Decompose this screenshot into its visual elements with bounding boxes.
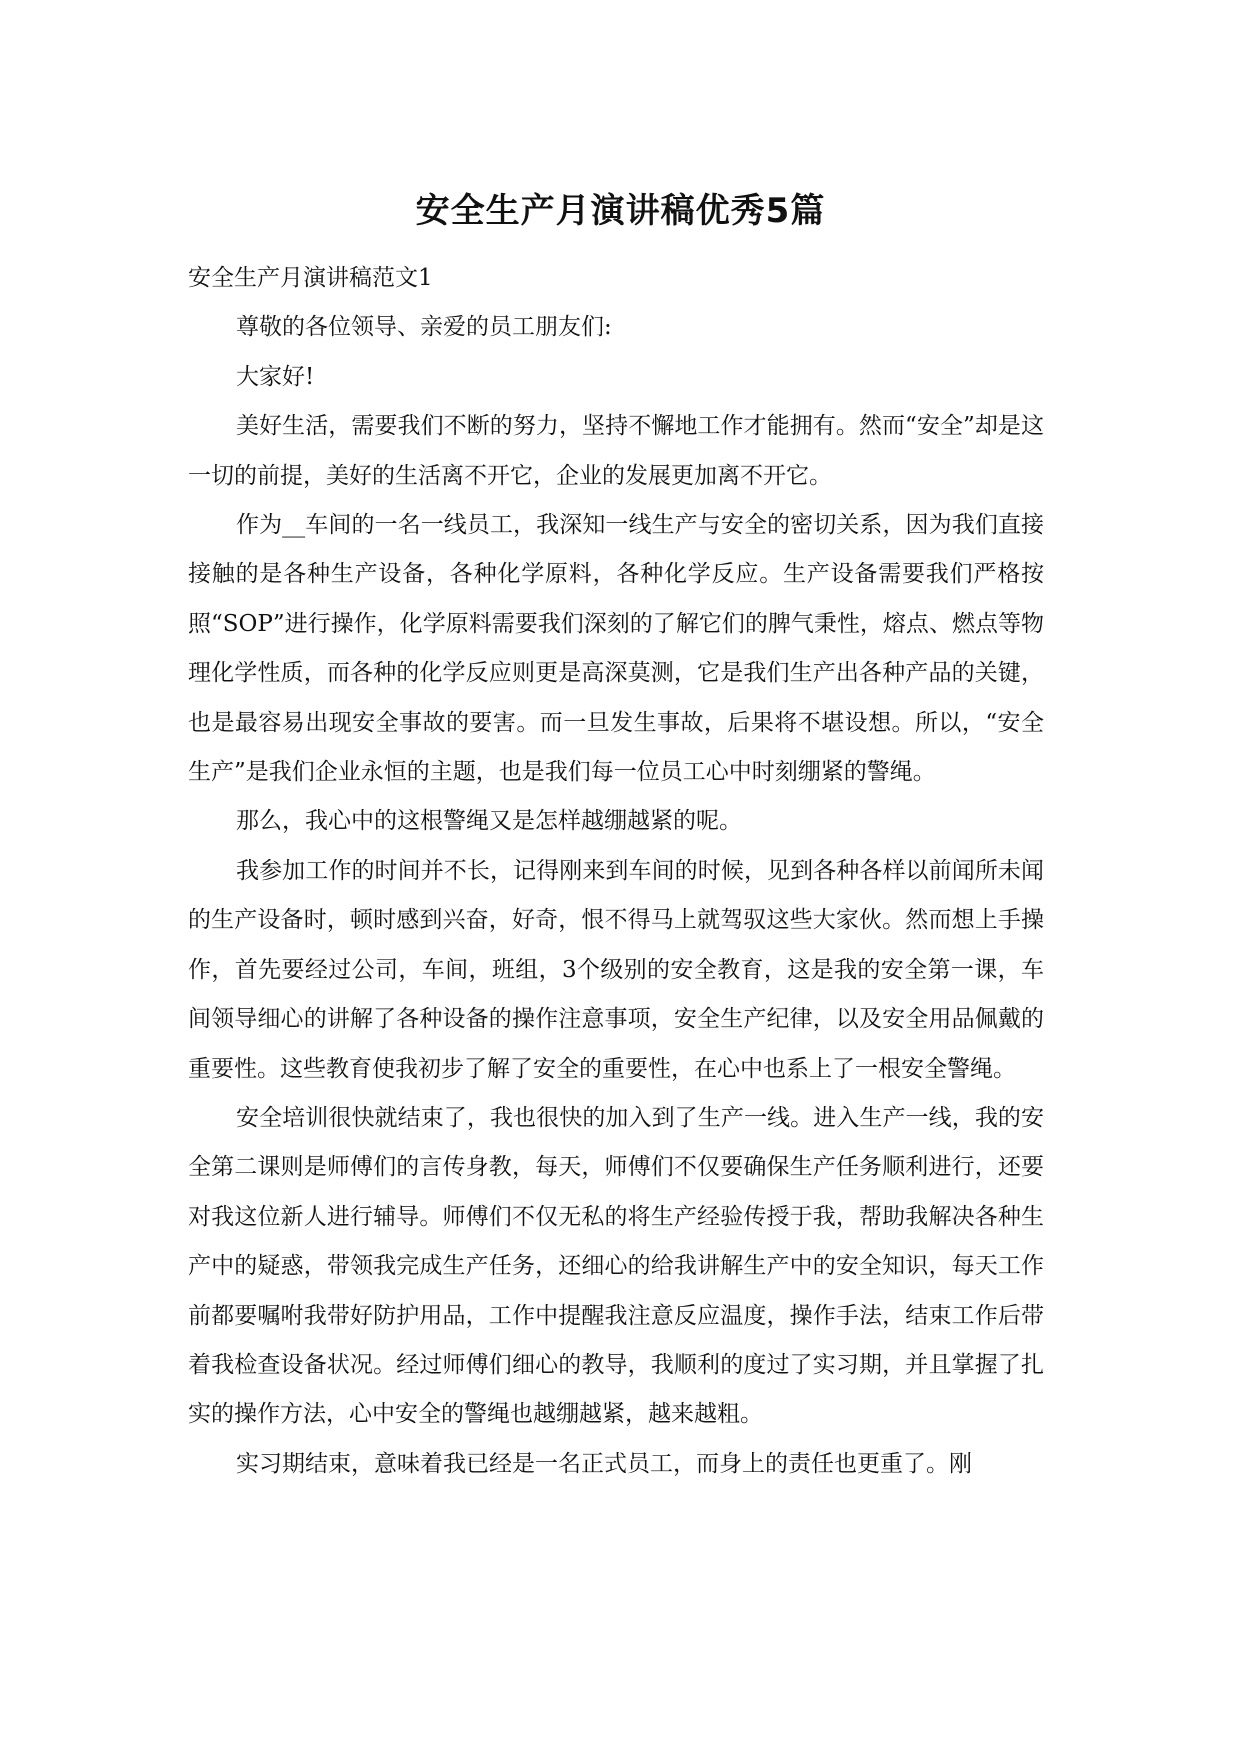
paragraph: 尊敬的各位领导、亲爱的员工朋友们: (236, 314, 612, 341)
paragraph: 安全培训很快就结束了，我也很快的加入到了生产一线。进入生产一线，我的安全第二课则是师傅们的言传身教，每天，师傅们不仅要确保生产任务顺利进行，还要对我这位新人进行辅导。师傅们不仅无私的将生产经验传授于我，帮助我解决各种生产中的疑惑，带领我完成生产任务，还细心的给我讲解生产中的安全知识，每天工作前都要嘱咐我带好防护用品，工作中提醒我注意反应温度，操作手法，结束工作后带着我检查设备状况。经过师傅们细心的教导，我顺利的度过了实习期，并且掌握了扎实的操作方法，心中安全的警绳也越绷越紧，越来越粗。 (188, 1104, 1044, 1428)
paragraph: 实习期结束，意味着我已经是一名正式员工，而身上的责任也更重了。刚 (236, 1450, 972, 1477)
paragraph: 大家好! (236, 363, 315, 390)
paragraph: 那么，我心中的这根警绳又是怎样越绷越紧的呢。 (236, 808, 742, 835)
document-title: 安全生产月演讲稿优秀5篇 (415, 191, 826, 231)
paragraph: 作为__车间的一名一线员工，我深知一线生产与安全的密切关系，因为我们直接接触的是各种生产设备，各种化学原料，各种化学反应。生产设备需要我们严格按照“SOP”进行操作，化学原料需要我们深刻的了解它们的脾气秉性，熔点、燃点等物理化学性质，而各种的化学反应则更是高深莫测，它是我们生产出各种产品的关键，也是最容易出现安全事故的要害。而一旦发生事故，后果将不堪设想。所以，“安全生产”是我们企业永恒的主题，也是我们每一位员工心中时刻绷紧的警绳。 (188, 512, 1044, 786)
paragraph: 我参加工作的时间并不长，记得刚来到车间的时候，见到各种各样以前闻所未闻的生产设备时，顿时感到兴奋，好奇，恨不得马上就驾驭这些大家伙。然而想上手操作，首先要经过公司，车间，班组，3个级别的安全教育，这是我的安全第一课，车间领导细心的讲解了各种设备的操作注意事项，安全生产纪律，以及安全用品佩戴的重要性。这些教育使我初步了解了安全的重要性，在心中也系上了一根安全警绳。 (188, 857, 1044, 1082)
section-heading: 安全生产月演讲稿范文1 (188, 265, 433, 291)
paragraph: 美好生活，需要我们不断的努力，坚持不懈地工作才能拥有。然而“安全”却是这一切的前提，美好的生活离不开它，企业的发展更加离不开它。 (188, 413, 1044, 489)
document-body (188, 254, 1044, 1489)
